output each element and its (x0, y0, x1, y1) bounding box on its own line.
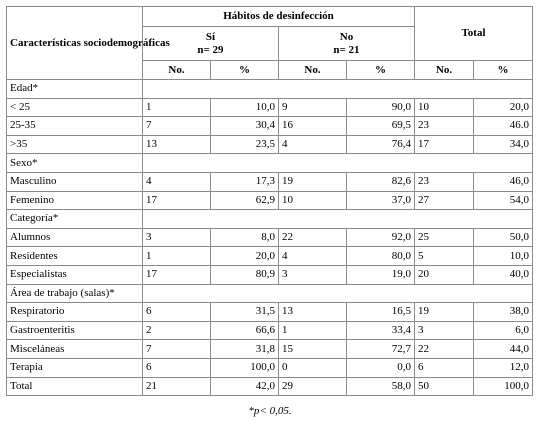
table-cell: 6 (415, 358, 474, 377)
table-row (7, 172, 533, 191)
subheader-cell: % (474, 61, 533, 80)
table-cell: 42,0 (211, 377, 279, 396)
table-cell: 54,0 (474, 191, 533, 210)
subheader-cell: No. (143, 61, 211, 80)
table-cell: 58,0 (347, 377, 415, 396)
table-cell: 100,0 (211, 358, 279, 377)
table-cell: 6,0 (474, 321, 533, 340)
sociodemographic-table (6, 6, 533, 396)
section-title: Área de trabajo (salas)* (7, 284, 143, 303)
table-cell: 13 (143, 135, 211, 154)
si-label: Sí (205, 30, 216, 43)
table-cell: 5 (415, 247, 474, 266)
table-cell: 20,0 (474, 98, 533, 117)
row-label: Masculino (7, 172, 143, 191)
table-cell: 16,5 (347, 303, 415, 322)
table-cell: 6 (143, 358, 211, 377)
table-cell: 3 (415, 321, 474, 340)
row-label: Misceláneas (7, 340, 143, 359)
no-n-label: n= 21 (333, 43, 360, 56)
habits-group-header: Hábitos de desinfección (143, 7, 415, 27)
table-cell: 30,4 (211, 117, 279, 136)
section-spacer (143, 210, 533, 229)
table-cell: 17 (143, 265, 211, 284)
table-cell: 8,0 (211, 228, 279, 247)
table-cell: 46,0 (474, 172, 533, 191)
section-title: Sexo* (7, 154, 143, 173)
table-cell: 50,0 (474, 228, 533, 247)
table-cell: 72,7 (347, 340, 415, 359)
table-cell: 100,0 (474, 377, 533, 396)
table-cell: 6 (143, 303, 211, 322)
table-cell: 25 (415, 228, 474, 247)
row-label: Terapia (7, 358, 143, 377)
table-cell: 1 (143, 98, 211, 117)
table-cell: 82,6 (347, 172, 415, 191)
table-cell: 38,0 (474, 303, 533, 322)
table-cell: 15 (279, 340, 347, 359)
table-row (7, 228, 533, 247)
table-cell: 23,5 (211, 135, 279, 154)
section-row (7, 284, 533, 303)
table-row (7, 135, 533, 154)
subheader-cell: % (211, 61, 279, 80)
table-cell: 17 (415, 135, 474, 154)
table-cell: 19 (415, 303, 474, 322)
subheader-cell: No. (279, 61, 347, 80)
row-label: Respiratorio (7, 303, 143, 322)
subheader-cell: No. (415, 61, 474, 80)
table-row (7, 98, 533, 117)
table-row (7, 340, 533, 359)
table-cell: 1 (279, 321, 347, 340)
total-header: Total (415, 7, 533, 61)
section-spacer (143, 284, 533, 303)
section-title: Edad* (7, 80, 143, 99)
table-cell: 19,0 (347, 265, 415, 284)
table-cell: 22 (279, 228, 347, 247)
table-row (7, 358, 533, 377)
table-cell: 20,0 (211, 247, 279, 266)
table-cell: 0,0 (347, 358, 415, 377)
table-row (7, 191, 533, 210)
total-row (7, 377, 533, 396)
table-cell: 3 (143, 228, 211, 247)
table-cell: 17 (143, 191, 211, 210)
table-cell: 16 (279, 117, 347, 136)
table-cell: 4 (279, 247, 347, 266)
table-cell: 66,6 (211, 321, 279, 340)
table-cell: 9 (279, 98, 347, 117)
table-cell: 90,0 (347, 98, 415, 117)
table-cell: 0 (279, 358, 347, 377)
row-label: Gastroenteritis (7, 321, 143, 340)
table-cell: 31,8 (211, 340, 279, 359)
table-cell: 44,0 (474, 340, 533, 359)
table-cell: 50 (415, 377, 474, 396)
table-cell: 80,0 (347, 247, 415, 266)
table-cell: 19 (279, 172, 347, 191)
table-cell: 34,0 (474, 135, 533, 154)
table-cell: 27 (415, 191, 474, 210)
table-row (7, 247, 533, 266)
table-cell: 17,3 (211, 172, 279, 191)
table-cell: 10 (415, 98, 474, 117)
table-cell: 46.0 (474, 117, 533, 136)
table-cell: 33,4 (347, 321, 415, 340)
row-label: Femenino (7, 191, 143, 210)
table-cell: 10 (279, 191, 347, 210)
table-cell: 10,0 (474, 247, 533, 266)
no-group-header (279, 27, 415, 61)
table-cell: 62,9 (211, 191, 279, 210)
section-row (7, 80, 533, 99)
table-cell: 23 (415, 172, 474, 191)
table-cell: 29 (279, 377, 347, 396)
row-label: < 25 (7, 98, 143, 117)
table-cell: 13 (279, 303, 347, 322)
table-cell: 7 (143, 340, 211, 359)
table-cell: 22 (415, 340, 474, 359)
table-cell: 4 (143, 172, 211, 191)
table-cell: 69,5 (347, 117, 415, 136)
si-n-label: n= 29 (197, 43, 224, 56)
table-cell: 3 (279, 265, 347, 284)
table-row (7, 321, 533, 340)
data-table-container (6, 6, 532, 396)
table-cell: 10,0 (211, 98, 279, 117)
row-label: Residentes (7, 247, 143, 266)
section-title: Categoría* (7, 210, 143, 229)
table-cell: 40,0 (474, 265, 533, 284)
table-cell: 1 (143, 247, 211, 266)
row-label: Alumnos (7, 228, 143, 247)
table-cell: 37,0 (347, 191, 415, 210)
characteristics-header: Características sociodemográficas (7, 7, 143, 80)
table-cell: 7 (143, 117, 211, 136)
table-row (7, 117, 533, 136)
no-label: No (339, 30, 354, 43)
table-row (7, 303, 533, 322)
table-cell: 92,0 (347, 228, 415, 247)
table-cell: 23 (415, 117, 474, 136)
table-cell: 76,4 (347, 135, 415, 154)
table-cell: 20 (415, 265, 474, 284)
table-cell: 2 (143, 321, 211, 340)
table-cell: 21 (143, 377, 211, 396)
section-spacer (143, 80, 533, 99)
section-spacer (143, 154, 533, 173)
table-cell: 12,0 (474, 358, 533, 377)
table-row (7, 265, 533, 284)
table-cell: 31,5 (211, 303, 279, 322)
footnote: *p< 0,05. (248, 405, 292, 417)
row-label: 25-35 (7, 117, 143, 136)
total-row-label: Total (7, 377, 143, 396)
row-label: >35 (7, 135, 143, 154)
table-cell: 80,9 (211, 265, 279, 284)
table-cell: 4 (279, 135, 347, 154)
subheader-cell: % (347, 61, 415, 80)
section-row (7, 154, 533, 173)
section-row (7, 210, 533, 229)
row-label: Especialistas (7, 265, 143, 284)
